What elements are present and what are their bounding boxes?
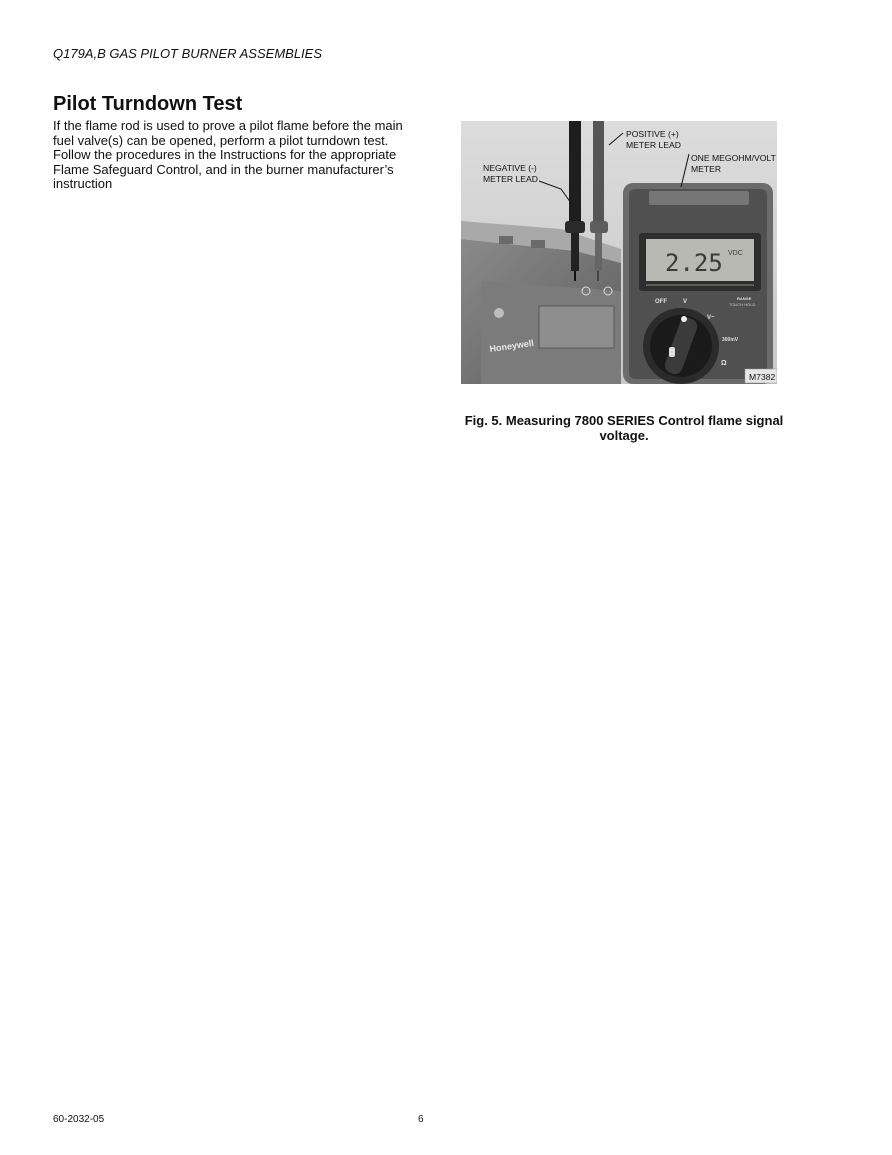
- page-number: 6: [418, 1114, 424, 1125]
- document-number: 60-2032-05: [53, 1114, 105, 1125]
- section-body: If the flame rod is used to prove a pilot flame before the main fuel valve(s) can be opened, perform a pilot turndown test. Follow the procedures in the Instructions for the appropriate Flame Safeguard Control, and in the burner manufacturer’s instruction: [53, 118, 403, 192]
- section-title: Pilot Turndown Test: [53, 93, 243, 115]
- positive-lead-label-1: POSITIVE (+): [626, 129, 679, 139]
- negative-lead-label-1: NEGATIVE (-): [483, 163, 537, 173]
- multimeter: [623, 183, 776, 384]
- dial-vac-label: V~: [707, 315, 715, 321]
- negative-lead-label-2: METER LEAD: [483, 174, 538, 184]
- meter-label-1: ONE MEGOHM/VOLT: [691, 153, 776, 163]
- display-unit: VDC: [728, 250, 743, 257]
- figure-meter-photo: [461, 121, 777, 384]
- meter-illustration: [461, 121, 777, 384]
- positive-lead: [593, 121, 604, 233]
- s-badge-icon: [494, 308, 504, 318]
- dial-vdc-label: V: [683, 299, 688, 305]
- range-button-label: RANGE: [737, 296, 752, 301]
- document-header: Q179A,B GAS PILOT BURNER ASSEMBLIES: [53, 46, 323, 61]
- figure-caption: Fig. 5. Measuring 7800 SERIES Control flame signal voltage.: [464, 413, 784, 443]
- figure-id: M7382: [749, 372, 776, 382]
- touch-hold-label: TOUCH HOLD: [729, 302, 756, 307]
- meter-label-2: METER: [691, 164, 722, 174]
- dial-mv-label: 300mV: [722, 337, 739, 343]
- dial-ohm-label: Ω: [721, 360, 727, 367]
- negative-lead: [569, 121, 581, 233]
- brand-label: Honeywell: [488, 337, 535, 354]
- display-reading: 2.25: [665, 249, 723, 277]
- positive-lead-label-2: METER LEAD: [626, 140, 681, 150]
- dial-off-label: OFF: [655, 299, 667, 305]
